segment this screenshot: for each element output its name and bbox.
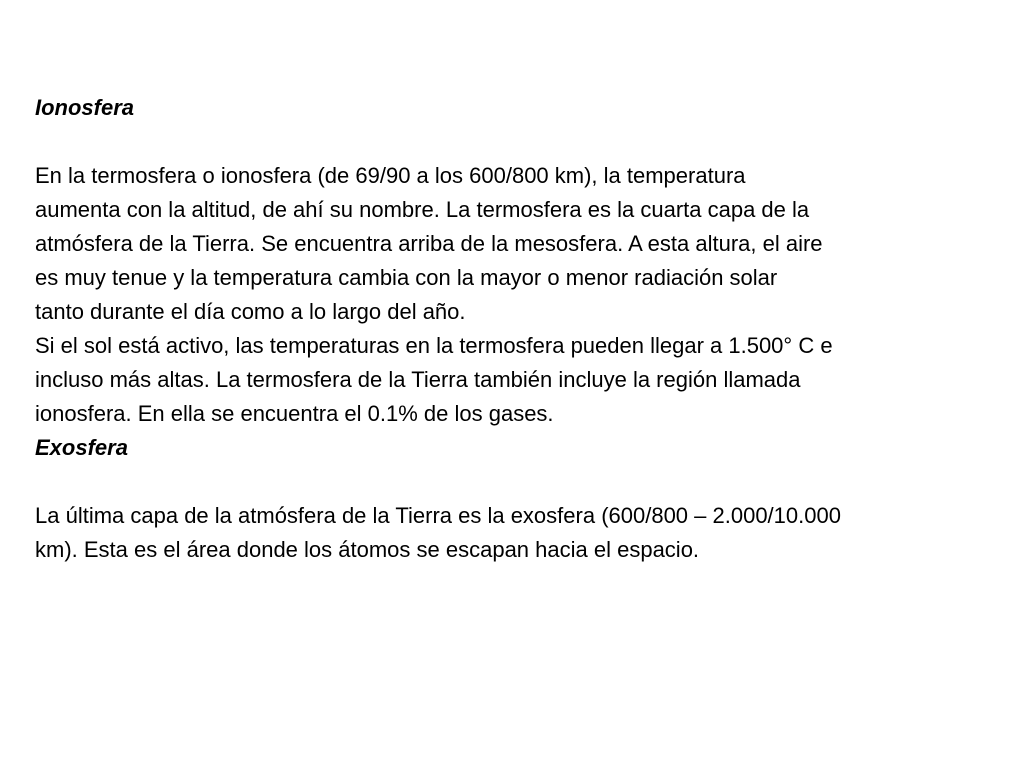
paragraph-line: En la termosfera o ionosfera (de 69/90 a los 600/800 km), la temperatura bbox=[35, 163, 746, 188]
slide-content bbox=[35, 91, 995, 567]
paragraph-line: aumenta con la altitud, de ahí su nombre. La termosfera es la cuarta capa de la bbox=[35, 197, 810, 222]
paragraph-line: incluso más altas. La termosfera de la Tierra también incluye la región llamada bbox=[35, 367, 801, 392]
heading-ionosfera: Ionosfera bbox=[35, 95, 135, 120]
heading-exosfera: Exosfera bbox=[35, 435, 128, 460]
paragraph-line: atmósfera de la Tierra. Se encuentra arriba de la mesosfera. A esta altura, el aire bbox=[35, 231, 823, 256]
paragraph-line: tanto durante el día como a lo largo del año. bbox=[35, 299, 466, 324]
spacer bbox=[35, 465, 995, 499]
paragraph-line: km). Esta es el área donde los átomos se escapan hacia el espacio. bbox=[35, 537, 700, 562]
spacer bbox=[35, 125, 995, 159]
paragraph-line: es muy tenue y la temperatura cambia con la mayor o menor radiación solar bbox=[35, 265, 778, 290]
paragraph-line: ionosfera. En ella se encuentra el 0.1% de los gases. bbox=[35, 401, 554, 426]
paragraph-line: La última capa de la atmósfera de la Tierra es la exosfera (600/800 – 2.000/10.000 bbox=[35, 503, 841, 528]
paragraph-line: Si el sol está activo, las temperaturas en la termosfera pueden llegar a 1.500° C e bbox=[35, 333, 833, 358]
